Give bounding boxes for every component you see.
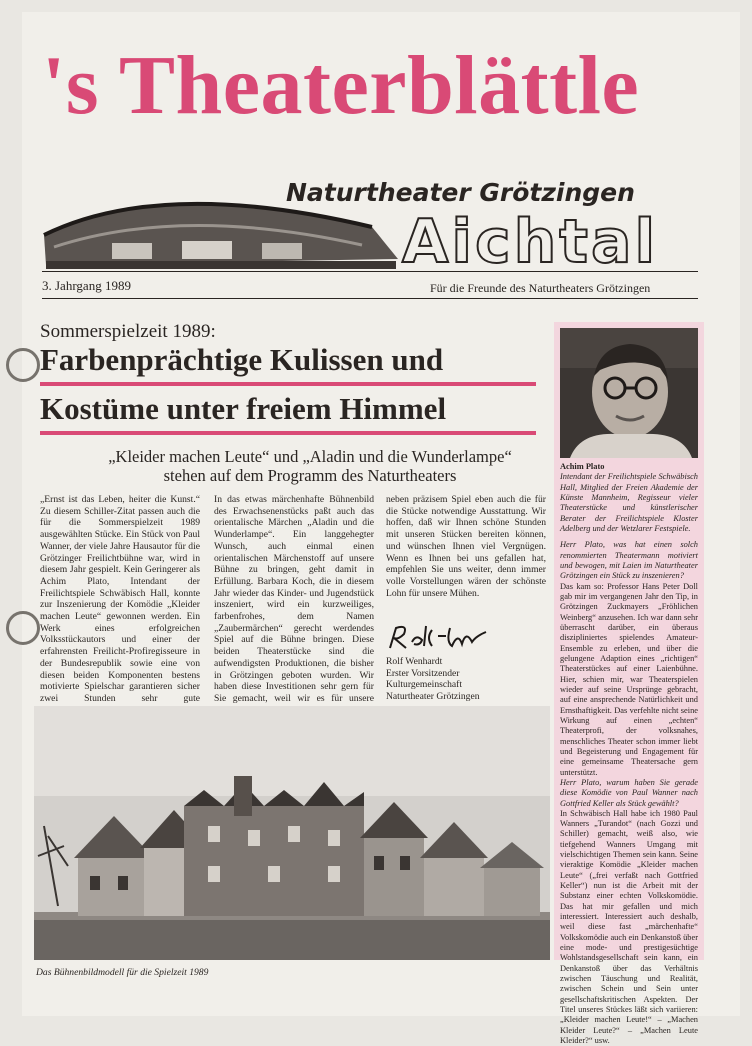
- headline-line-2: Kostüme unter freiem Himmel: [40, 391, 447, 426]
- signature-mark: [386, 622, 496, 652]
- interview-question-1: Herr Plato, was hat einen solch renommierten Theatermann motiviert und bewogen, mit Laien im Naturtheater Grötzingen ein Stück zu inszenieren?: [560, 540, 698, 581]
- column-3-text: neben präzisem Spiel eben auch die für die Stücke notwendige Ausstattung. Wir hoffen, daß wir Ihnen schöne Stunden mit unseren Stücken bereiten können, und wünschen Ihnen viel Vergnügen. Wenn es Ihnen bei uns gefallen hat, empfehlen Sie uns weiter, denn immer volle Vorstellungen wären der schönste Lohn für unsere Mühen.: [386, 494, 546, 599]
- signer-block: [386, 656, 480, 703]
- column-1-text: „Ernst ist das Leben, heiter die Kunst.“ Zu diesem Schiller-Zitat passen auch die für die Sommerspielzeit 1989 ausgewählten Stücke. Ein Stück von Paul Wanner, der viele Jahre Hausautor für die Grötzinger Freilichtbühne war, wird in diesem Jahr gespielt. Kein Geringerer als Achim Plato, Intendant der Freilichtspiele Schwäbisch Hall, konnte zur Inszenierung der Komödie „Kleider machen Leute“ gewonnen werden. Ein Werk eines erfolgreichen Volksstückautors und einer der erfahrensten Freilicht-Profiregisseure in der Bundesrepublik sowie eine von diesen beiden Komponenten bestens motivierte Spielschar garantieren sicher zwei Stunden sehr gute: [40, 494, 200, 704]
- column-2-text: In das etwas märchenhafte Bühnenbild des Erwachsenenstücks paßt auch das orientalische Märchen „Aladin und die Wunderlampe“. Ein langgehegter Wunsch, auch einmal einen orientalischen Märchenstoff auf unsere Bühne zu bringen, geht damit in Erfüllung. Barbara Koch, die in diesem Jahr wieder das Kinder- und Jugendstück inszeniert, wird ein kurzweiliges, farbenfrohes, dem Namen „Zaubermärchen“ gerecht werdendes Spiel auf die Bühne bringen. Diese beiden Theaterstücke sind die aufwendigsten Produktionen, die bisher in Grötzingen geboten wurden. Wir haben diese Investitionen sehr gern für Sie gemacht, weil wir es für unsere: [214, 494, 374, 704]
- signer-role-1: Erster Vorsitzender: [386, 667, 460, 679]
- article-column-2: [214, 494, 374, 728]
- photo-caption: Das Bühnenbildmodell für die Spielzeit 1989: [36, 967, 209, 978]
- binder-ring-top: [6, 348, 40, 382]
- interview-question-2: Herr Plato, warum haben Sie gerade diese Komödie von Paul Wanner nach Gottfried Keller als Stück gewählt?: [560, 777, 698, 808]
- interview-answer-1: Das kam so: Professor Hans Peter Doll gab mir im vergangenen Jahr den Tip, in Grötzingen Zuckmayers „Fröhlichen Weinberg“ anzusehen. Ich war dann sehr überrascht darüber, ein überaus diszipliniertes spielendes Amateur-Ensemble zu erleben, und über die gelungene Adaption eines „richtigen“ Theaterstückes auf einer Laienbühne. Hier, schien mir, war Theaterspielen wieder auf seine Ursprünge gebracht, auf eine ansprechende Natürlichkeit und Ernsthaftigkeit. Das verfehlte nicht seine Wirkung auf einen „echten“ Theaterprofi, der volksnahes, menschliches Theater schon immer liebt und Begeisterung und Engagement für eine gemeinsame Theatersache gern unterstützt.: [560, 581, 698, 777]
- issue-volume: 3. Jahrgang 1989: [42, 278, 131, 293]
- signer-role-3: Naturtheater Grötzingen: [386, 691, 480, 703]
- article-column-1: [40, 494, 200, 716]
- signer-name: Rolf Wenhardt: [386, 656, 443, 667]
- header-rule-top: [42, 271, 698, 272]
- masthead-subtitle: Naturtheater Grötzingen: [286, 178, 635, 207]
- headline-line-1: Farbenprächtige Kulissen und: [40, 342, 444, 377]
- headline-underline-2: [40, 431, 536, 435]
- interviewee-bio: Intendant der Freilichtspiele Schwäbisch Hall, Mitglied der Freien Akademie der Künste Mannheim, Regisseur vieler Theaterstücke und künstlerischer Berater der Freilichtspiele Kloster Adelberg und der Wetzlarer Festspiele.: [560, 472, 698, 533]
- signer-role-2: Kulturgemeinschaft: [386, 679, 463, 691]
- portrait-photo: [560, 328, 698, 458]
- deck-line-2: stehen auf dem Programm des Naturtheaters: [163, 465, 457, 485]
- interview-text: [560, 462, 698, 1046]
- article-column-3: [386, 494, 546, 599]
- headline-underline-1: [40, 382, 536, 386]
- masthead-location: Aichtal: [402, 207, 659, 277]
- deck-line-1: „Kleider machen Leute“ und „Aladin und die Wunderlampe“: [108, 447, 512, 466]
- interviewee-name: Achim Plato: [560, 462, 605, 471]
- issue-tagline: Für die Freunde des Naturtheaters Grötzingen: [430, 281, 651, 295]
- article-kicker: Sommerspielzeit 1989:: [40, 321, 216, 342]
- masthead-title: 's Theaterblättle: [42, 39, 640, 132]
- interview-answer-2: In Schwäbisch Hall habe ich 1980 Paul Wanners „Turandot“ (nach Gozzi und Schiller) gemacht, weiß also, wie tiefgehend Wanners Umgang mit vielschichtigen Themen sein kann. Seine vieraktige Komödie „Kleider machen Leute“ („frei verfaßt nach Gottfried Keller“) nun ist die Arbeit mit der Substanz einer echten Volkskomödie. Das hat mir gefallen und mich interessiert. Interessiert auch deshalb, weil diese fast „märchenhafte“ Volkskomödie auch ein Denkanstoß über eine mode- und prestigesüchtige Wohlstandsgesellschaft sein kann, ein Denkanstoß über das Verhältnis zwischen Täuschung und Realität, zwischen Schein und Sein unter gesellschaftskritischen Aspekten. Der Titel unseres Stückes läßt sich variieren: „Kleider machen Leute!“ – „Machen Kleider Leute?“ – „Machen Leute Kleider?“ usw.: [560, 808, 698, 1046]
- article-deck: [70, 448, 550, 486]
- stage-model-photo: [34, 706, 550, 960]
- binder-ring-bottom: [6, 611, 40, 645]
- header-rule-bottom: [42, 298, 698, 299]
